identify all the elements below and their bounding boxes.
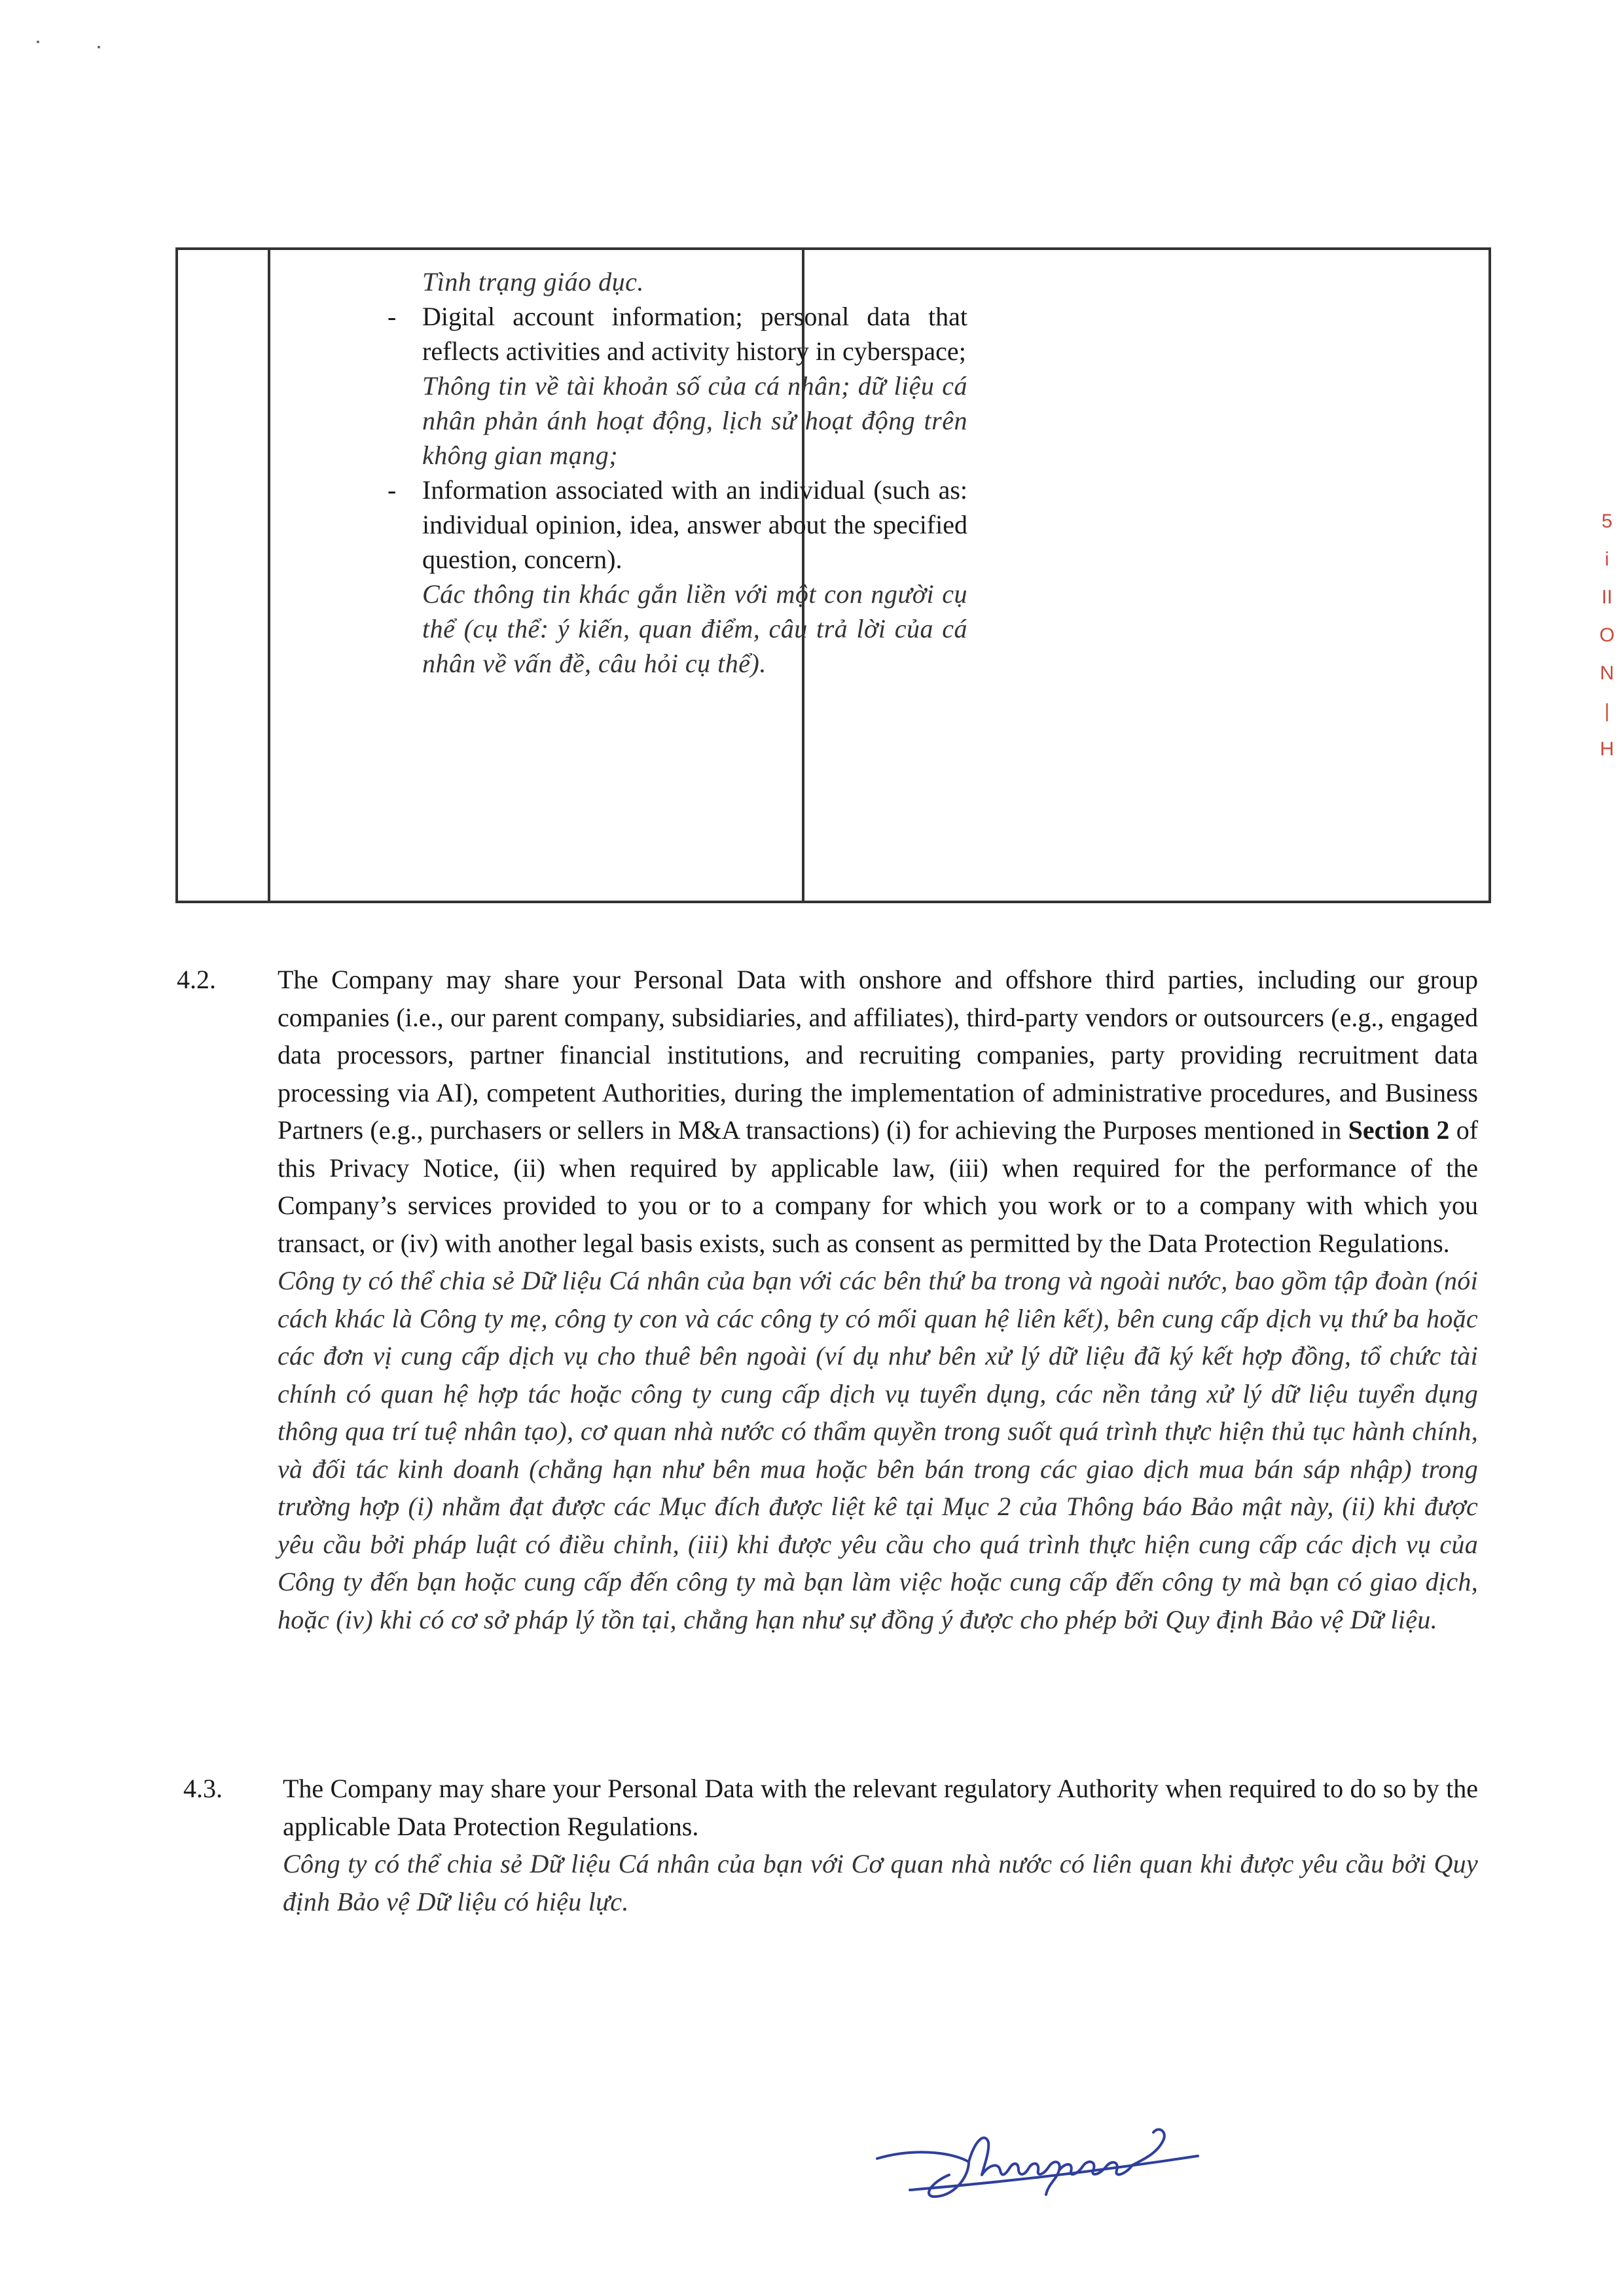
section-english-text: The Company may share your Personal Data with the relevant regulatory Authority when required to do so by the applicable Data Protection Regulations. (283, 1774, 1478, 1841)
section-vietnamese-text: Công ty có thể chia sẻ Dữ liệu Cá nhân của bạn với các bên thứ ba trong và ngoài nước, bao gồm tập đoàn (nói cách khác là Công ty mẹ, công ty con và các công ty có mối quan hệ liên kết), bên cung cấp dịch vụ thứ ba hoặc các đơn vị cung cấp dịch vụ cho thuê bên ngoài (ví dụ như bên xử lý dữ liệu đã ký kết hợp đồng, tổ chức tài chính có quan hệ hợp tác hoặc công ty cung cấp dịch vụ tuyển dụng, các nền tảng xử lý dữ liệu tuyển dụng thông qua trí tuệ nhân tạo), cơ quan nhà nước có thẩm quyền trong suốt quá trình thực hiện thủ tục hành chính, và đối tác kinh doanh (chẳng hạn như bên mua hoặc bên bán trong các giao dịch mua bán sáp nhập) trong trường hợp (i) nhằm đạt được các Mục đích được liệt kê tại Mục 2 của Thông báo Bảo mật này, (ii) khi được yêu cầu bởi pháp luật có điều chỉnh, (iii) khi được yêu cầu cho quá trình thực hiện cung cấp các dịch vụ của Công ty đến bạn hoặc cung cấp đến công ty mà bạn làm việc hoặc cung cấp đến công ty mà bạn có giao dịch, hoặc (iv) khi có cơ sở pháp lý tồn tại, chẳng hạn như sự đồng ý được cho phép bởi Quy định Bảo vệ Dữ liệu. (278, 1266, 1478, 1634)
table-column-divider (268, 250, 270, 901)
section-number: 4.2. (177, 965, 216, 994)
stamp-char: i (1604, 548, 1610, 570)
signature-image (871, 2113, 1211, 2211)
scan-speck (98, 46, 100, 48)
bullet-dash: - (388, 302, 397, 331)
stamp-char: H (1600, 738, 1614, 760)
margin-stamp (1597, 503, 1617, 768)
scan-speck (37, 41, 39, 43)
stamp-char: O (1599, 624, 1615, 646)
section-number: 4.3. (183, 1774, 223, 1803)
stamp-char: 5 (1601, 511, 1613, 532)
stamp-char: | (1604, 700, 1610, 722)
list-item-english: Information associated with an individual (such as: individual opinion, idea, answer about the specified question, concern). (422, 475, 967, 574)
section-english-part: The Company may share your Personal Data with onshore and offshore third parties, including our group companies (i.e., our parent company, subsidiaries, and affiliates), third-party vendors or outsourcers (e.g., engaged data processors, partner financial institutions, and recruiting companies, party providing recruitment data processing via AI), competent Authorities, during the implementation of administrative procedures, and Business Partners (e.g., purchasers or sellers in M&A transactions) (i) for achieving the Purposes mentioned in (278, 965, 1478, 1145)
table-cell-content (378, 264, 967, 681)
list-item-english: Digital account information; personal data that reflects activities and activity history in cyberspace; (422, 302, 967, 366)
bullet-dash: - (388, 475, 397, 505)
list-item (378, 473, 967, 681)
section-english-part: of this Privacy Notice, (ii) when required by applicable law, (iii) when required for the performance of the Company’s services provided to you or to a company for which you work or to a company with which you transact, or (iv) with another legal basis exists, such as consent as permitted by the Data Protection Regulations. (278, 1115, 1479, 1258)
list-item-continuation: Tình trạng giáo dục. (422, 267, 644, 296)
list-item-vietnamese: Các thông tin khác gắn liền với một con người cụ thể (cụ thể: ý kiến, quan điểm, câu trả lời của cá nhân về vấn đề, câu hỏi cụ thể). (422, 579, 967, 678)
section-vietnamese-text: Công ty có thể chia sẻ Dữ liệu Cá nhân của bạn với Cơ quan nhà nước có liên quan khi được yêu cầu bởi Quy định Bảo vệ Dữ liệu có hiệu lực. (283, 1849, 1478, 1916)
section-4-2 (177, 961, 1478, 1720)
section-reference-bold: Section 2 (1348, 1115, 1450, 1145)
list-item-vietnamese: Thông tin về tài khoản số của cá nhân; dữ liệu cá nhân phản ánh hoạt động, lịch sử hoạt động trên không gian mạng; (422, 371, 967, 470)
section-body (278, 961, 1478, 1638)
list-item (378, 299, 967, 473)
section-4-3 (183, 1770, 1478, 1927)
stamp-char: II (1601, 586, 1613, 608)
section-body (283, 1770, 1478, 1920)
section-english-text (278, 961, 1478, 1262)
stamp-char: N (1600, 662, 1614, 684)
data-categories-table (175, 247, 1491, 903)
